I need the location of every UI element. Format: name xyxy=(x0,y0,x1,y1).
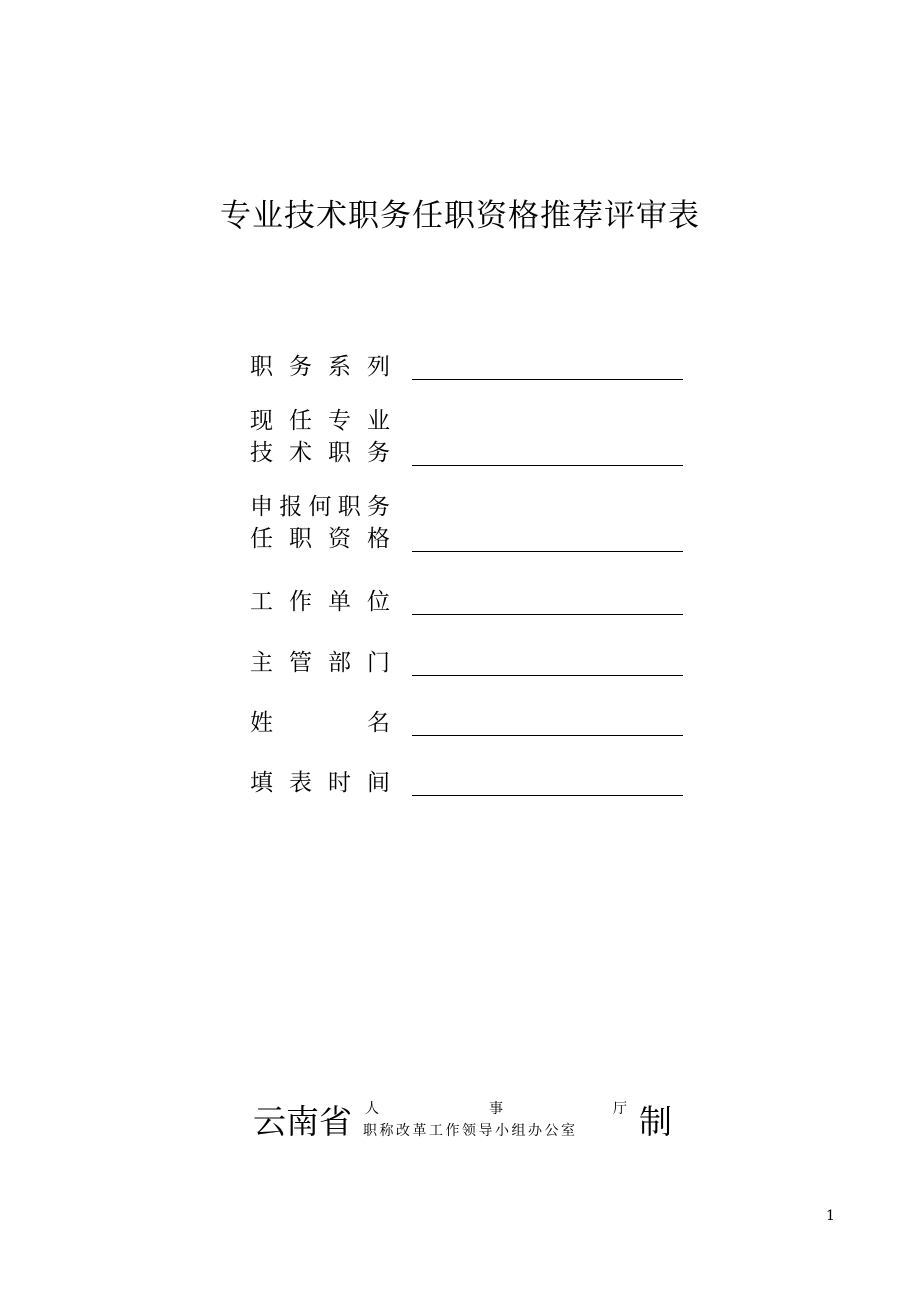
field-label xyxy=(250,351,390,383)
field-blank-line[interactable] xyxy=(412,465,683,466)
issuer-organization xyxy=(363,1098,629,1142)
field-blank-line[interactable] xyxy=(412,795,683,796)
field-label-line: 现 任 专 业 xyxy=(250,408,390,434)
issuer-org-top-char: 厅 xyxy=(613,1101,627,1117)
issuer-suffix: 制 xyxy=(639,1102,672,1141)
page-number: 1 xyxy=(826,1208,835,1224)
field-blank-line[interactable] xyxy=(412,379,683,380)
issuer-org-top-char: 事 xyxy=(489,1101,503,1117)
field-label-line: 姓 名 xyxy=(250,710,390,736)
field-label-line: 技 术 职 务 xyxy=(250,440,390,466)
field-row-fill-date xyxy=(250,719,690,799)
field-label-line: 工 作 单 位 xyxy=(250,589,390,615)
field-label xyxy=(250,767,390,799)
issuer-org-bottom: 职称改革工作领导小组办公室 xyxy=(363,1123,578,1139)
field-label-line: 填 表 时 间 xyxy=(250,770,390,796)
issuer-province: 云南省 xyxy=(253,1102,352,1141)
field-row-job-series xyxy=(250,303,690,383)
field-label-line: 任 职 资 格 xyxy=(250,526,390,552)
issuer-org-top xyxy=(363,1098,629,1120)
field-label-line: 主 管 部 门 xyxy=(250,650,390,676)
field-label-line: 申报何职务 xyxy=(250,494,390,520)
issuer-footer xyxy=(253,1098,673,1148)
field-row-current-title xyxy=(250,389,690,469)
field-label-line: 职 务 系 列 xyxy=(250,354,390,380)
field-label xyxy=(250,405,390,469)
page-title: 专业技术职务任职资格推荐评审表 xyxy=(220,198,700,234)
issuer-org-top-char: 人 xyxy=(365,1101,379,1117)
